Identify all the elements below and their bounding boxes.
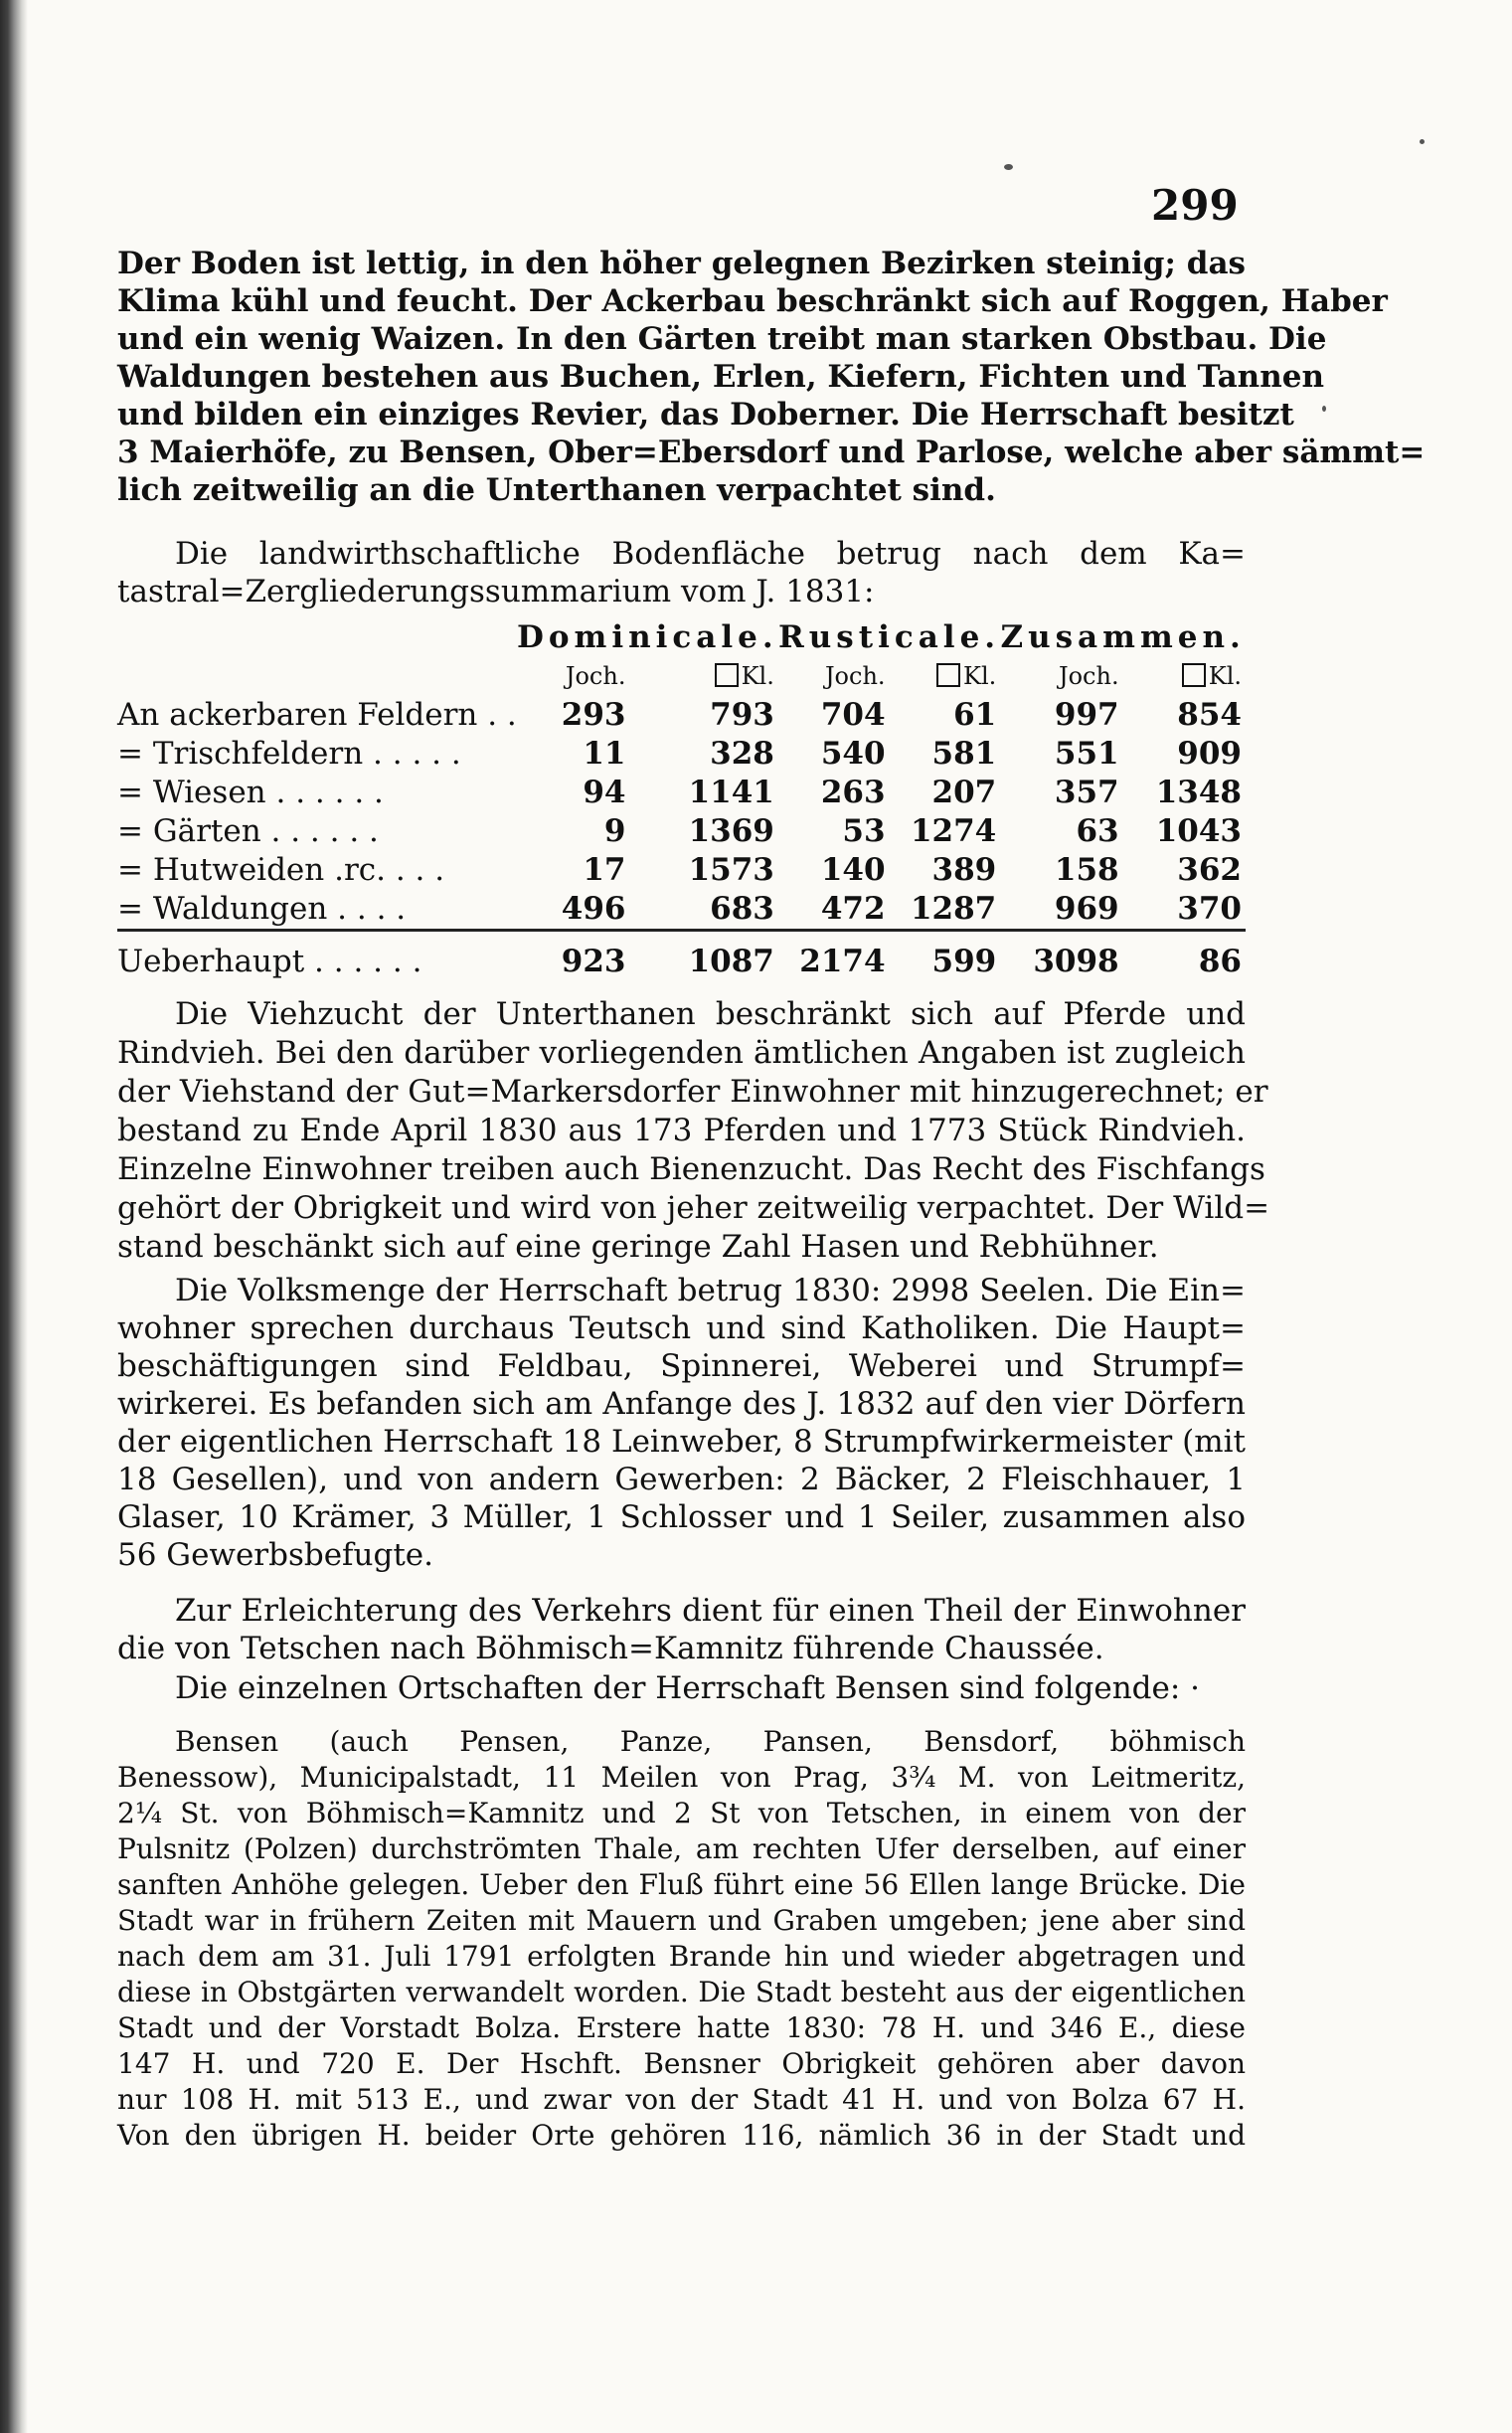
text-line: wirkerei. Es befanden sich am Anfange des J. 1832 auf den vier Dörfern (117, 1386, 1246, 1422)
table-group-header-row (117, 618, 1246, 657)
unit-header: Joch. (565, 662, 626, 690)
table-row (117, 890, 1246, 931)
text-line: Bensen (auch Pensen, Panze, Pansen, Bensdorf, böhmisch (175, 1725, 1246, 1758)
row-label: = Trischfeldern . . . . . (117, 736, 461, 772)
text-line: sanften Anhöhe gelegen. Ueber den Fluß führt eine 56 Ellen lange Brücke. Die (117, 1868, 1246, 1901)
cell: 496 (561, 891, 626, 927)
table-group-header: Dominicale. (516, 619, 778, 655)
text-line: 18 Gesellen), und von andern Gewerben: 2 Bäcker, 2 Fleischhauer, 1 (117, 1462, 1246, 1497)
text-line: stand beschänkt sich auf eine geringe Zahl Hasen und Rebhühner. (117, 1229, 1159, 1265)
cell: 704 (820, 697, 886, 733)
text-line: Waldungen bestehen aus Buchen, Erlen, Kiefern, Fichten und Tannen (117, 359, 1325, 395)
unit-header: Joch. (824, 662, 886, 690)
ink-speck (1420, 139, 1425, 144)
text-line: Von den übrigen H. beider Orte gehören 116, nämlich 36 in der Stadt und (117, 2119, 1246, 2152)
text-line: der Viehstand der Gut=Markersdorfer Einwohner mit hinzugerechnet; er (117, 1074, 1268, 1110)
text-line: Glaser, 10 Krämer, 3 Müller, 1 Schlosser und 1 Seiler, zusammen also (117, 1499, 1246, 1535)
table-row (117, 735, 1246, 774)
text-line: wohner sprechen durchaus Teutsch und sind Katholiken. Die Haupt= (117, 1310, 1246, 1346)
table-group-header: Rusticale. (778, 619, 1001, 655)
cell: 793 (710, 697, 774, 733)
cell: 158 (1054, 852, 1119, 888)
text-line: Die Viehzucht der Unterthanen beschränkt sich auf Pferde und (175, 996, 1246, 1032)
unit-header: Joch. (1058, 662, 1119, 690)
cell: 551 (1054, 736, 1119, 772)
cell: 540 (820, 736, 886, 772)
table-row (117, 774, 1246, 812)
cell: 357 (1054, 775, 1119, 810)
text-line: 147 H. und 720 E. Der Hschft. Bensner Obrigkeit gehören aber davon (117, 2047, 1246, 2080)
text-line: 3 Maierhöfe, zu Bensen, Ober=Ebersdorf und Parlose, welche aber sämmt= (117, 434, 1426, 470)
cell: 1287 (910, 891, 997, 927)
unit-header: Kl. (890, 657, 1001, 696)
row-label: Ueberhaupt . . . . . . (117, 931, 517, 986)
row-label: = Gärten . . . . . . (117, 813, 379, 849)
ink-speck (1322, 406, 1326, 412)
cell: 1573 (688, 852, 774, 888)
unit-header: Kl. (1123, 657, 1246, 696)
cell: 909 (1177, 736, 1242, 772)
row-label: An ackerbaren Feldern . . (117, 697, 517, 733)
text-line: beschäftigungen sind Feldbau, Spinnerei, Weberei und Strumpf= (117, 1348, 1246, 1384)
text-line: der eigentlichen Herrschaft 18 Leinweber, 8 Strumpfwirkermeister (mit (117, 1424, 1246, 1460)
cell: 293 (561, 697, 626, 733)
cell: 1369 (688, 813, 774, 849)
text-line: die von Tetschen nach Böhmisch=Kamnitz führende Chaussée. (117, 1631, 1104, 1666)
text-line: lich zeitweilig an die Unterthanen verpachtet sind. (117, 472, 996, 508)
table-unit-row (117, 657, 1246, 696)
row-label: = Waldungen . . . . (117, 891, 407, 927)
text-line: bestand zu Ende April 1830 aus 173 Pferden und 1773 Stück Rindvieh. (117, 1113, 1246, 1148)
ink-speck (1004, 164, 1013, 170)
cell: 854 (1177, 697, 1242, 733)
cell: 140 (820, 852, 886, 888)
cell: 263 (820, 775, 886, 810)
text-line: Die einzelnen Ortschaften der Herrschaft Bensen sind folgende: · (175, 1670, 1201, 1706)
text-line: Die Volksmenge der Herrschaft betrug 1830: 2998 Seelen. Die Ein= (175, 1273, 1246, 1308)
cell: 11 (583, 736, 626, 772)
cell: 472 (820, 891, 886, 927)
text-line: Pulsnitz (Polzen) durchströmten Thale, am rechten Ufer derselben, auf einer (117, 1832, 1246, 1865)
cell: 328 (710, 736, 774, 772)
cell: 362 (1177, 852, 1242, 888)
text-line: Stadt und der Vorstadt Bolza. Erstere hatte 1830: 78 H. und 346 E., diese (117, 2011, 1246, 2044)
text-line: Klima kühl und feucht. Der Ackerbau beschränkt sich auf Roggen, Haber (117, 283, 1388, 319)
text-line: Die landwirthschaftliche Bodenfläche betrug nach dem Ka= (175, 536, 1246, 572)
land-area-table (117, 618, 1246, 985)
cell: 1348 (1155, 775, 1242, 810)
cell: 1087 (629, 931, 777, 986)
table-spacer (117, 618, 517, 657)
text-line: 56 Gewerbsbefugte. (117, 1537, 433, 1573)
cell: 1141 (688, 775, 774, 810)
square-icon (1182, 663, 1206, 687)
cell: 389 (931, 852, 997, 888)
text-line: 2¼ St. von Böhmisch=Kamnitz und 2 St von Tetschen, in einem von der (117, 1797, 1246, 1829)
text-line: und ein wenig Waizen. In den Gärten treibt man starken Obstbau. Die (117, 321, 1327, 357)
text-line: Benessow), Municipalstadt, 11 Meilen von Prag, 3¾ M. von Leitmeritz, (117, 1761, 1246, 1794)
cell: 17 (583, 852, 626, 888)
text-line: diese in Obstgärten verwandelt worden. Die Stadt besteht aus der eigentlichen (117, 1976, 1246, 2008)
text-line: und bilden ein einziges Revier, das Doberner. Die Herrschaft besitzt (117, 397, 1294, 433)
cell: 207 (931, 775, 997, 810)
page-binding-edge (0, 0, 28, 2433)
cell: 3098 (1000, 931, 1122, 986)
cell: 53 (842, 813, 886, 849)
cell: 63 (1076, 813, 1119, 849)
unit-header: Kl. (629, 657, 777, 696)
cell: 683 (710, 891, 774, 927)
text-line: Rindvieh. Bei den darüber vorliegenden ämtlichen Angaben ist zugleich (117, 1035, 1246, 1071)
cell: 86 (1123, 931, 1246, 986)
text-line: Einzelne Einwohner treiben auch Bienenzucht. Das Recht des Fischfangs (117, 1151, 1265, 1187)
table-row (117, 696, 1246, 735)
square-icon (936, 663, 960, 687)
cell: 581 (931, 736, 997, 772)
cell: 1274 (910, 813, 997, 849)
text-line: Zur Erleichterung des Verkehrs dient für einen Theil der Einwohner (175, 1593, 1246, 1629)
row-label: = Wiesen . . . . . . (117, 775, 384, 810)
table-row (117, 812, 1246, 851)
cell: 370 (1177, 891, 1242, 927)
cell: 997 (1054, 697, 1119, 733)
cell: 923 (517, 931, 630, 986)
cell: 969 (1054, 891, 1119, 927)
page-number: 299 (1151, 181, 1239, 230)
text-line: tastral=Zergliederungssummarium vom J. 1831: (117, 574, 875, 609)
table-total-row (117, 931, 1246, 986)
cell: 9 (603, 813, 626, 849)
cell: 1043 (1155, 813, 1242, 849)
square-icon (715, 663, 739, 687)
table-spacer (117, 657, 517, 696)
cell: 2174 (778, 931, 890, 986)
text-line: nur 108 H. mit 513 E., und zwar von der Stadt 41 H. und von Bolza 67 H. (117, 2083, 1246, 2116)
text-line: gehört der Obrigkeit und wird von jeher zeitweilig verpachtet. Der Wild= (117, 1190, 1270, 1226)
cell: 61 (953, 697, 997, 733)
table-group-header: Zusammen. (1000, 619, 1246, 655)
cell: 599 (890, 931, 1001, 986)
text-line: Der Boden ist lettig, in den höher gelegnen Bezirken steinig; das (117, 246, 1246, 281)
text-line: Stadt war in frühern Zeiten mit Mauern und Graben umgeben; jene aber sind (117, 1904, 1246, 1937)
text-line: nach dem am 31. Juli 1791 erfolgten Brande hin und wieder abgetragen und (117, 1940, 1246, 1973)
row-label: = Hutweiden .rc. . . . (117, 852, 445, 888)
cell: 94 (583, 775, 626, 810)
table-row (117, 851, 1246, 890)
